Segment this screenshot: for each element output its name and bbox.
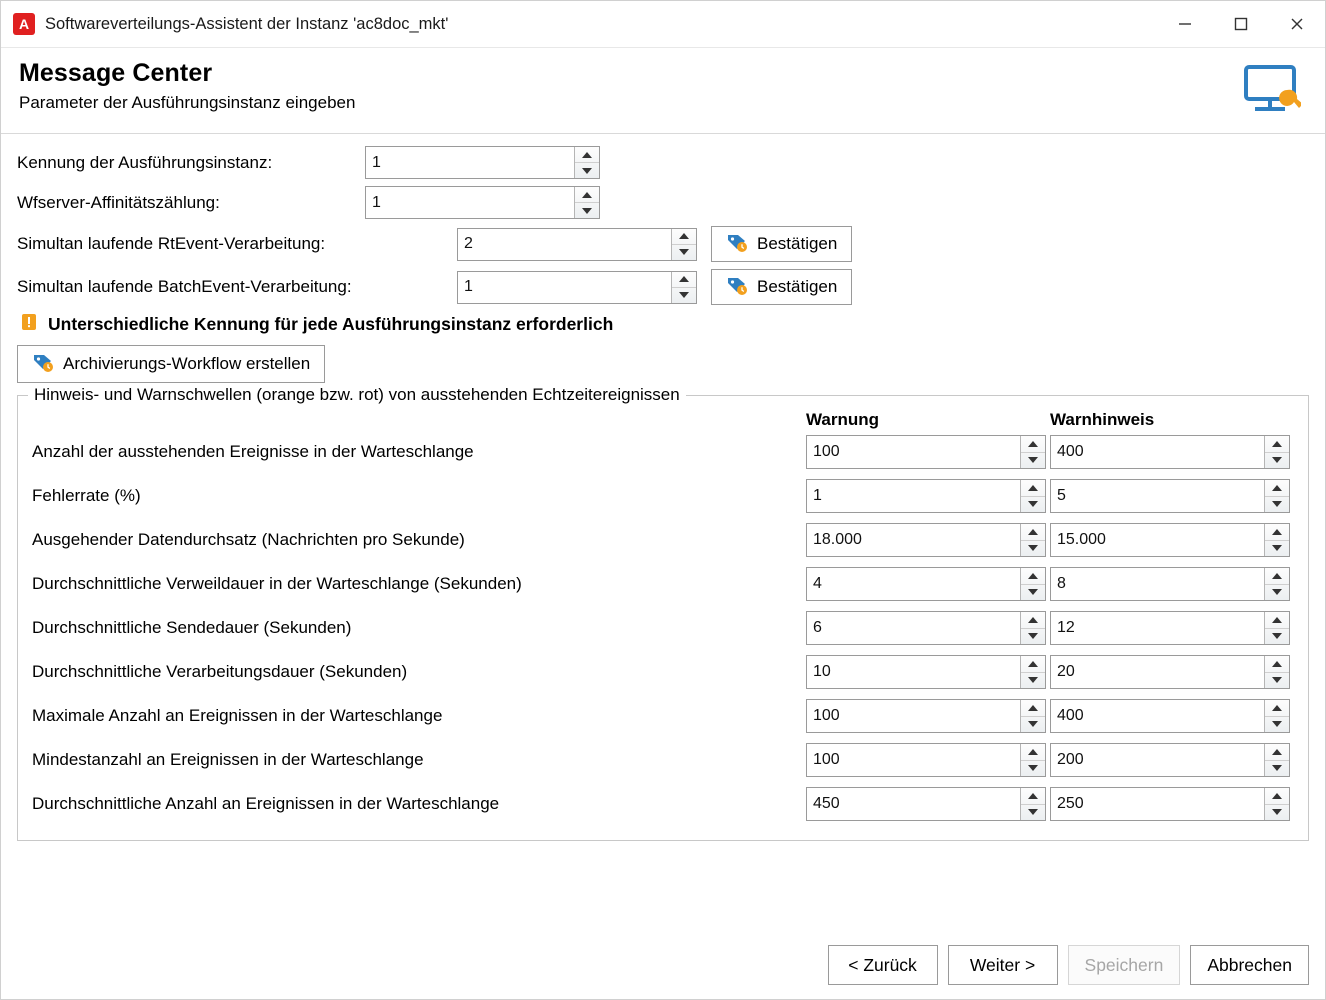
chevron-up-icon[interactable] [575,187,599,203]
chevron-up-icon[interactable] [1021,744,1045,761]
confirm-rtevent-button[interactable] [711,226,852,262]
warnung-stepper[interactable] [806,435,1046,469]
chevron-up-icon[interactable] [1021,436,1045,453]
chevron-up-icon[interactable] [575,147,599,163]
chevron-down-icon[interactable] [1265,673,1289,689]
warnhinweis-stepper[interactable] [1050,567,1290,601]
chevron-down-icon[interactable] [672,288,696,303]
warnung-stepper[interactable] [806,523,1046,557]
warnung-stepper[interactable] [806,567,1046,601]
cancel-button[interactable] [1190,945,1309,985]
table-row [32,562,1294,606]
warnung-stepper[interactable] [806,699,1046,733]
chevron-up-icon[interactable] [1021,480,1045,497]
warnung-input[interactable]: 10 [807,656,1020,688]
table-row [32,518,1294,562]
wfserver-label: Wfserver-Affinitätszählung: [17,192,220,212]
chevron-down-icon[interactable] [1265,761,1289,777]
chevron-down-icon[interactable] [1265,585,1289,601]
chevron-up-icon[interactable] [1021,568,1045,585]
warnhinweis-stepper[interactable] [1050,611,1290,645]
warnung-stepper[interactable] [806,479,1046,513]
chevron-down-icon[interactable] [575,163,599,178]
table-header-row [32,410,1294,430]
warning-message [19,312,1309,337]
kennung-arrows[interactable] [574,147,599,178]
row-label: Mindestanzahl an Ereignissen in der Warteschlange [32,750,424,769]
chevron-down-icon[interactable] [1021,673,1045,689]
row-label: Anzahl der ausstehenden Ereignisse in der Warteschlange [32,442,474,461]
wfserver-stepper[interactable] [365,186,600,219]
warnung-input[interactable]: 100 [807,700,1020,732]
rtevent-label: Simultan laufende RtEvent-Verarbeitung: [17,234,326,253]
warnhinweis-input[interactable]: 15.000 [1051,524,1264,556]
chevron-up-icon[interactable] [1265,436,1289,453]
kennung-stepper[interactable] [365,146,600,179]
chevron-up-icon[interactable] [1021,656,1045,673]
row-label: Fehlerrate (%) [32,486,141,505]
chevron-down-icon[interactable] [1021,541,1045,557]
create-archive-workflow-label: Archivierungs-Workflow erstellen [63,354,311,373]
warnung-stepper[interactable] [806,743,1046,777]
warnhinweis-input[interactable]: 400 [1051,700,1264,732]
rtevent-stepper[interactable] [457,228,697,261]
warnung-input[interactable]: 100 [807,744,1020,776]
warnhinweis-stepper[interactable] [1050,523,1290,557]
create-archive-workflow-button[interactable] [17,345,325,383]
row-batchevent [17,269,1309,305]
minimize-icon[interactable] [1157,1,1213,47]
row-rtevent [17,226,1309,262]
page-subtitle: Parameter der Ausführungsinstanz eingeben [19,93,356,113]
table-row [32,650,1294,694]
warnung-stepper[interactable] [806,655,1046,689]
chevron-down-icon[interactable] [1021,585,1045,601]
row-label: Maximale Anzahl an Ereignissen in der Warteschlange [32,706,443,725]
cancel-label: Abbrechen [1207,954,1292,975]
save-button [1068,945,1181,985]
confirm-rtevent-label: Bestätigen [757,234,838,253]
tag-icon [726,275,748,300]
batchevent-input[interactable]: 1 [458,272,671,303]
table-row [32,782,1294,826]
tag-icon [726,232,748,257]
warnhinweis-input[interactable]: 400 [1051,436,1264,468]
wfserver-input[interactable]: 1 [366,187,574,218]
warnung-input[interactable]: 6 [807,612,1020,644]
kennung-input[interactable]: 1 [366,147,574,178]
batchevent-stepper[interactable] [457,271,697,304]
table-row [32,694,1294,738]
chevron-down-icon[interactable] [1265,541,1289,557]
thresholds-group [17,385,1309,841]
wfserver-arrows[interactable] [574,187,599,218]
kennung-label: Kennung der Ausführungsinstanz: [17,152,273,172]
warnhinweis-stepper[interactable] [1050,743,1290,777]
thresholds-table [32,410,1294,826]
warnhinweis-stepper[interactable] [1050,655,1290,689]
column-header-warnung: Warnung [806,410,880,429]
table-row [32,606,1294,650]
chevron-up-icon[interactable] [672,272,696,288]
chevron-down-icon[interactable] [1265,629,1289,645]
chevron-down-icon[interactable] [1021,761,1045,777]
chevron-up-icon[interactable] [672,229,696,245]
column-header-warnhinweis: Warnhinweis [1050,410,1155,429]
table-row [32,738,1294,782]
tag-icon [32,352,54,377]
close-icon[interactable] [1269,1,1325,47]
row-label: Durchschnittliche Verweildauer in der Warteschlange (Sekunden) [32,574,522,593]
chevron-down-icon[interactable] [1265,805,1289,821]
table-row [32,474,1294,518]
back-label: < Zurück [848,954,917,975]
warnhinweis-input[interactable]: 12 [1051,612,1264,644]
chevron-up-icon[interactable] [1021,524,1045,541]
chevron-up-icon[interactable] [1265,612,1289,629]
chevron-up-icon[interactable] [1265,568,1289,585]
warnhinweis-input[interactable]: 250 [1051,788,1264,820]
batchevent-label: Simultan laufende BatchEvent-Verarbeitung: [17,277,352,296]
screen-wrench-icon [1243,64,1301,121]
confirm-batchevent-label: Bestätigen [757,277,838,296]
warnhinweis-input[interactable]: 8 [1051,568,1264,600]
warning-icon [19,312,39,337]
warnung-input[interactable]: 450 [807,788,1020,820]
wizard-header [1,48,1325,134]
rtevent-arrows[interactable] [671,229,696,260]
chevron-up-icon[interactable] [1265,480,1289,497]
adobe-logo-icon [13,13,35,35]
window-title: Softwareverteilungs-Assistent der Instanz 'ac8doc_mkt' [45,14,449,33]
chevron-down-icon[interactable] [1021,805,1045,821]
confirm-batchevent-button[interactable] [711,269,852,305]
next-label: Weiter > [969,954,1036,975]
save-label: Speichern [1084,954,1164,975]
warnhinweis-stepper[interactable] [1050,435,1290,469]
chevron-down-icon[interactable] [1021,629,1045,645]
chevron-up-icon[interactable] [1265,744,1289,761]
chevron-up-icon[interactable] [1265,788,1289,805]
form-body [1,134,1325,934]
warnhinweis-input[interactable]: 5 [1051,480,1264,512]
wizard-footer [1,934,1325,999]
chevron-up-icon[interactable] [1021,788,1045,805]
chevron-up-icon[interactable] [1021,612,1045,629]
rtevent-input[interactable]: 2 [458,229,671,260]
warnung-input[interactable]: 1 [807,480,1020,512]
maximize-icon[interactable] [1213,1,1269,47]
warnhinweis-stepper[interactable] [1050,787,1290,821]
thresholds-legend: Hinweis- und Warnschwellen (orange bzw. rot) von ausstehenden Echtzeitereignissen [28,385,686,405]
warning-text: Unterschiedliche Kennung für jede Ausführungsinstanz erforderlich [48,314,614,334]
window-controls [1157,1,1325,47]
chevron-down-icon[interactable] [1021,453,1045,469]
row-kennung [17,146,1309,179]
warnung-stepper[interactable] [806,611,1046,645]
warnhinweis-stepper[interactable] [1050,479,1290,513]
warnung-input[interactable]: 18.000 [807,524,1020,556]
back-button[interactable] [828,945,938,985]
chevron-down-icon[interactable] [1021,497,1045,513]
chevron-up-icon[interactable] [1021,700,1045,717]
batchevent-arrows[interactable] [671,272,696,303]
warnung-stepper[interactable] [806,787,1046,821]
table-row [32,430,1294,474]
warnhinweis-input[interactable]: 200 [1051,744,1264,776]
row-label: Durchschnittliche Sendedauer (Sekunden) [32,618,352,637]
warnung-input[interactable]: 4 [807,568,1020,600]
warnung-input[interactable]: 100 [807,436,1020,468]
chevron-down-icon[interactable] [1265,497,1289,513]
row-label: Ausgehender Datendurchsatz (Nachrichten pro Sekunde) [32,530,465,549]
chevron-up-icon[interactable] [1265,700,1289,717]
row-wfserver [17,186,1309,219]
next-button[interactable] [948,945,1058,985]
page-title: Message Center [19,59,213,87]
chevron-down-icon[interactable] [672,245,696,260]
chevron-up-icon[interactable] [1265,656,1289,673]
chevron-down-icon[interactable] [575,203,599,218]
row-label: Durchschnittliche Verarbeitungsdauer (Sekunden) [32,662,408,681]
warnhinweis-input[interactable]: 20 [1051,656,1264,688]
row-label: Durchschnittliche Anzahl an Ereignissen in der Warteschlange [32,794,500,813]
chevron-down-icon[interactable] [1265,717,1289,733]
warnhinweis-stepper[interactable] [1050,699,1290,733]
chevron-down-icon[interactable] [1265,453,1289,469]
chevron-up-icon[interactable] [1265,524,1289,541]
title-bar [1,1,1325,48]
chevron-down-icon[interactable] [1021,717,1045,733]
